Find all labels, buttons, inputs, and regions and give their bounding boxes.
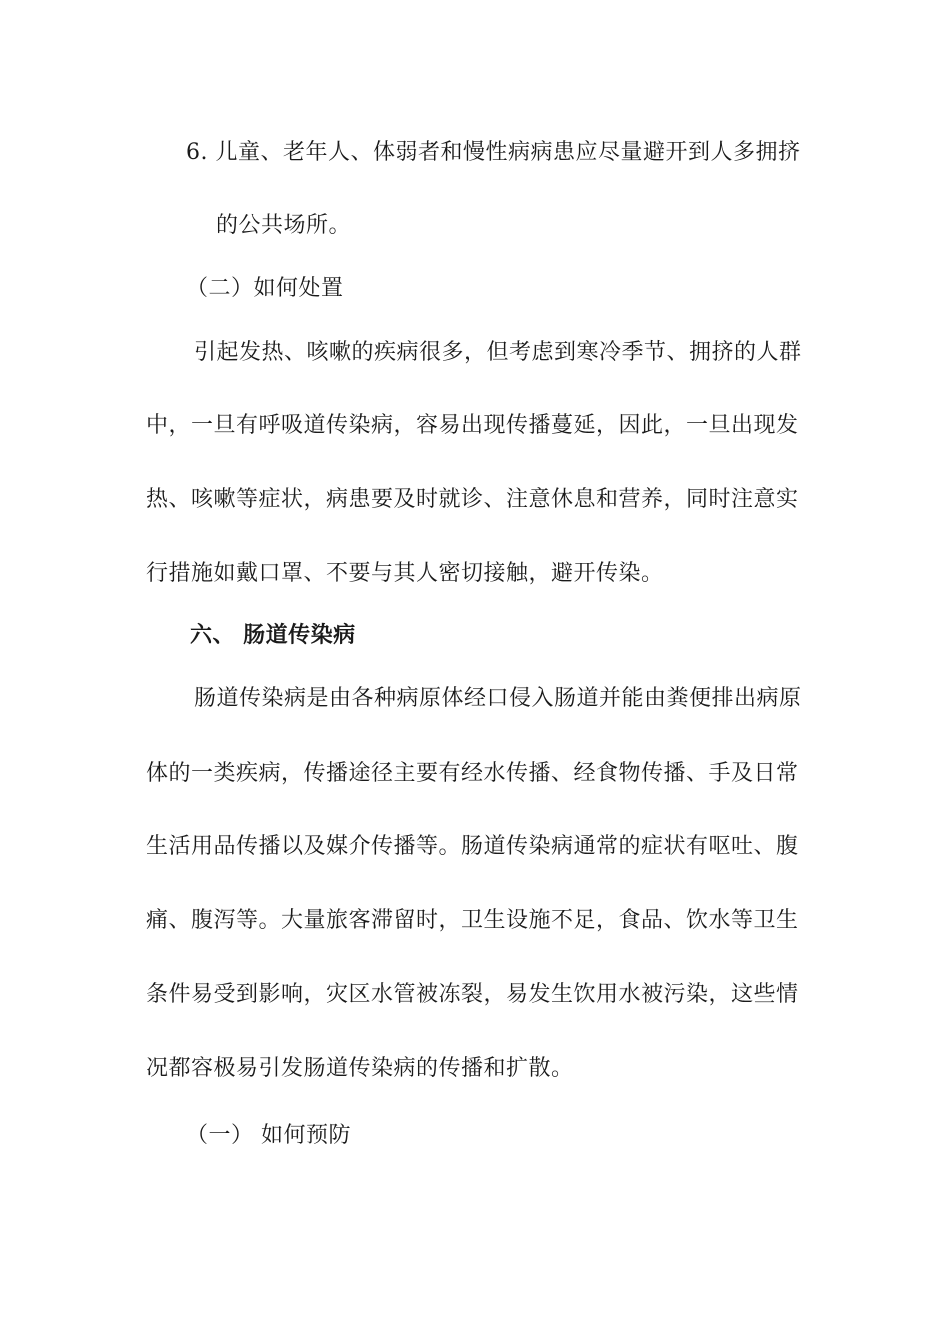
paragraph-2-line-1: 肠道传染病是由各种病原体经口侵入肠道并能由粪便排出病原 <box>194 686 802 711</box>
paragraph-2-line-5: 条件易受到影响，灾区水管被冻裂，易发生饮用水被污染，这些情 <box>146 982 799 1007</box>
subheading-prevention: （一） 如何预防 <box>186 1123 351 1148</box>
paragraph-2-line-4: 痛、腹泻等。大量旅客滞留时，卫生设施不足，食品、饮水等卫生 <box>146 908 799 933</box>
paragraph-1-line-2: 中，一旦有呼吸道传染病，容易出现传播蔓延，因此，一旦出现发 <box>146 413 799 438</box>
paragraph-2-line-6: 况都容极易引发肠道传染病的传播和扩散。 <box>146 1056 574 1081</box>
paragraph-1-line-1: 引起发热、咳嗽的疾病很多，但考虑到寒冷季节、拥挤的人群 <box>194 340 802 365</box>
paragraph-1-line-3: 热、咳嗽等症状，病患要及时就诊、注意休息和营养，同时注意实 <box>146 487 799 512</box>
list-item-6-line-2: 的公共场所。 <box>216 213 352 238</box>
paragraph-1-line-4: 行措施如戴口罩、不要与其人密切接触，避开传染。 <box>146 561 664 586</box>
list-item-6-line-1: 6. 儿童、老年人、体弱者和慢性病病患应尽量避开到人多拥挤 <box>186 140 801 165</box>
paragraph-2-line-2: 体的一类疾病，传播途径主要有经水传播、经食物传播、手及日常 <box>146 761 799 786</box>
subheading-handling: （二）如何处置 <box>186 276 344 301</box>
section-heading-6: 六、 肠道传染病 <box>190 623 356 648</box>
paragraph-2-line-3: 生活用品传播以及媒介传播等。肠道传染病通常的症状有呕吐、腹 <box>146 834 799 859</box>
